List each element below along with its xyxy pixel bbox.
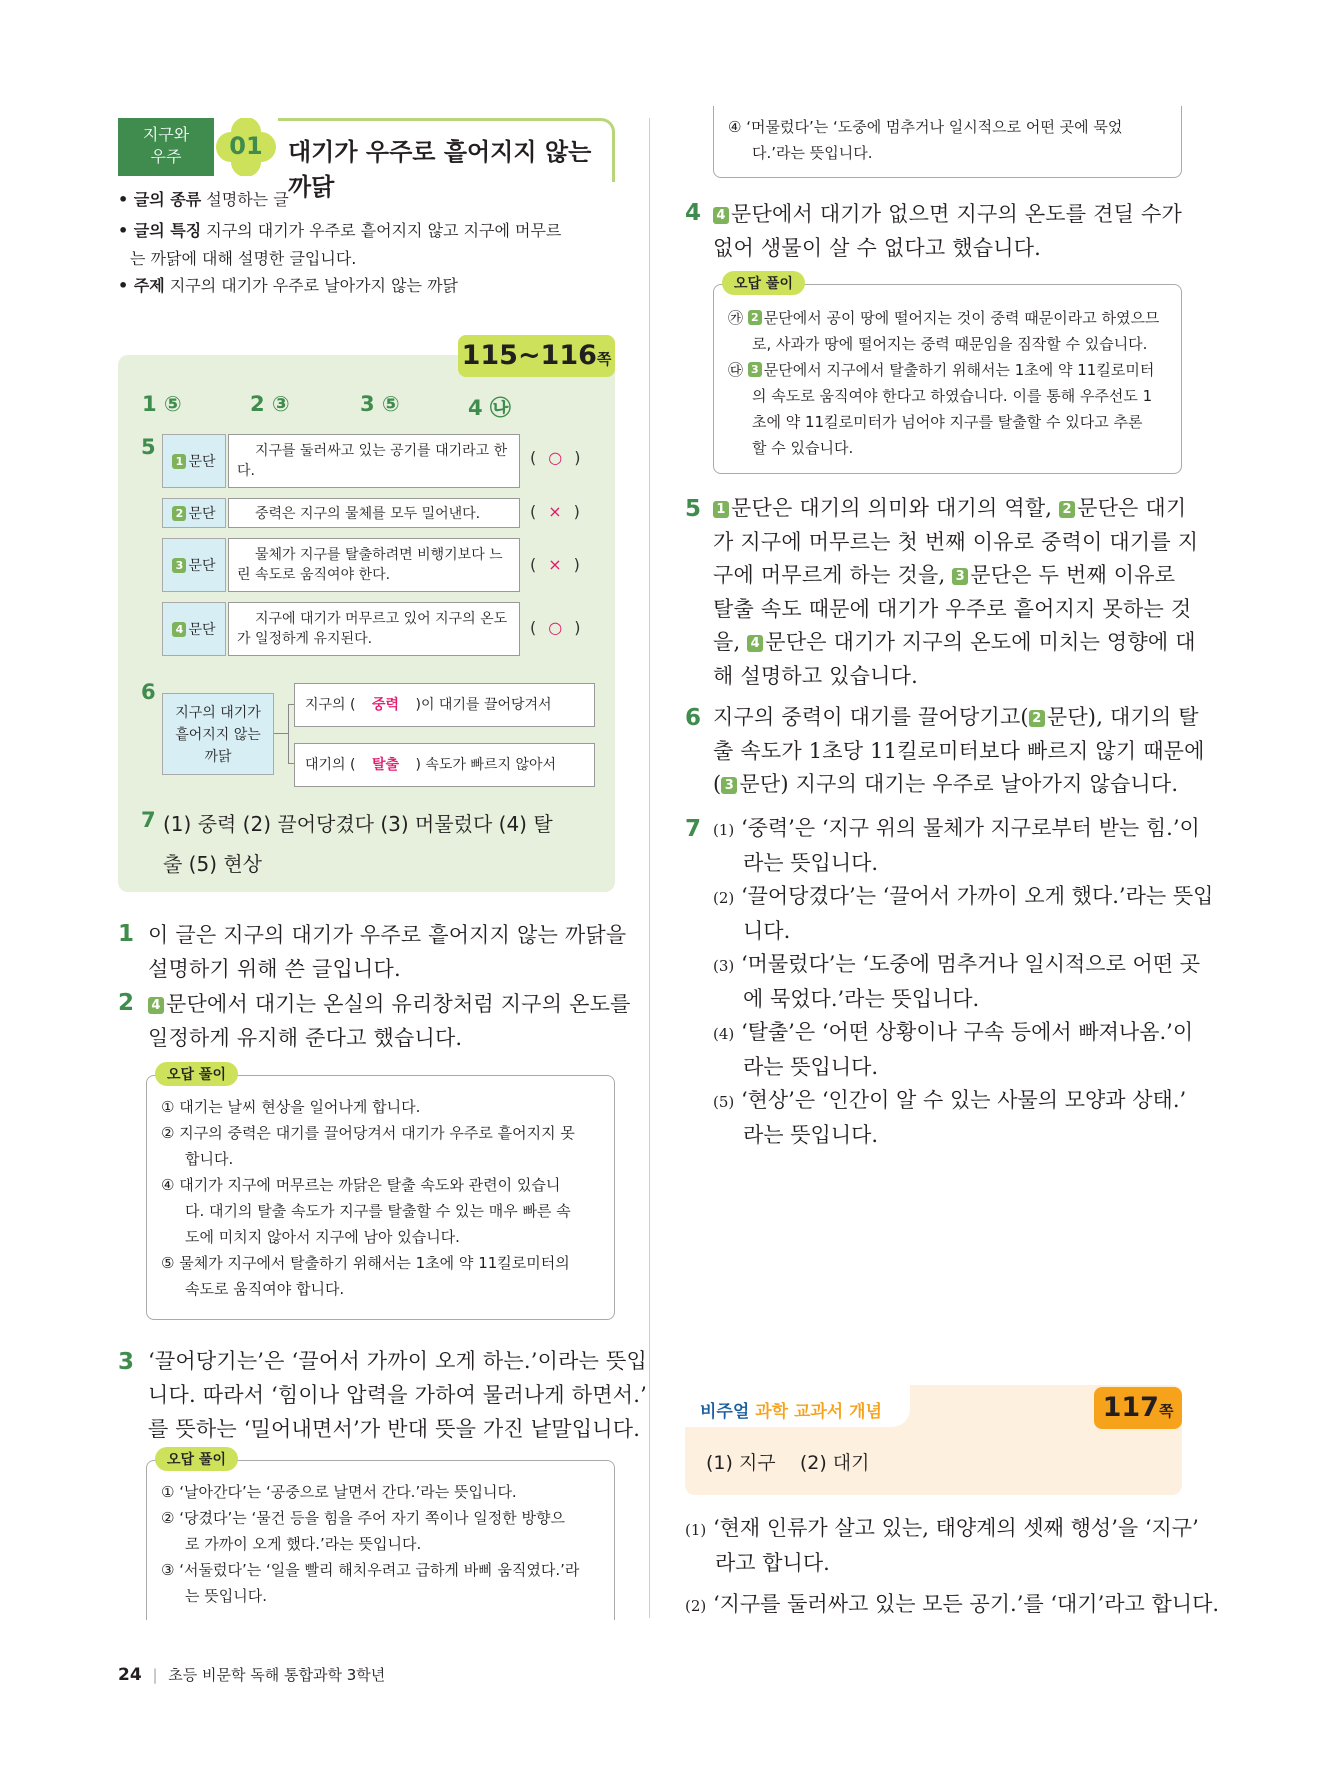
answer-7-number: 7 [141,808,156,832]
answer-7-line-1: (1) 중력 (2) 끌어당겼다 (3) 머물렀다 (4) 탈 [163,812,553,836]
q7-item-1: (1) ‘중력’은 ‘지구 위의 물체가 지구로부터 받는 힘.’이 라는 뜻입니다. [713,816,1200,875]
q5-statement: 중력은 지구의 물체를 모두 밀어낸다. [228,498,520,528]
q4-wrong-answer-box [713,276,1182,474]
answer-7-line-2: 출 (5) 현상 [163,852,263,876]
paragraph-chip: 2 문단 [162,498,226,528]
page-footer: 24 | 초등 비문학 독해 통합과학 3학년 [118,1665,386,1685]
q5-row-1 [162,434,520,488]
q6-text: 지구의 중력이 대기를 끌어당기고( 2 문단), 대기의 탈 출 속도가 1초당 11킬로미터보다 빠르지 않기 때문에 ( 3 문단) 지구의 대기는 우주로 날아가지 않습니다. [713,705,1205,796]
book-title: 초등 비문학 독해 통합과학 3학년 [168,1666,386,1684]
q6-reason-2: 대기의 ( 탈출 ) 속도가 빠르지 않아서 [294,743,595,787]
answer-4: 4 ㉯ [468,396,511,420]
visual-explain-2: (2) ‘지구를 둘러싸고 있는 모든 공기.’를 ‘대기’라고 합니다. [685,1592,1220,1616]
q5-statement: 지구에 대기가 머무르고 있어 지구의 온도가 일정하게 유지된다. [228,602,520,656]
q2-number: 2 [118,990,135,1016]
q7-list [713,812,1213,1152]
q2-text: 4 문단에서 대기는 온실의 유리창처럼 지구의 온도를 일정하게 유지해 준다고 했습니다. [148,992,631,1050]
q3-number: 3 [118,1349,135,1375]
paragraph-chip: 1 문단 [162,434,226,488]
q5-mark-4: ( ○ ) [530,618,581,637]
q6-connector [274,733,288,734]
wrong-answer-label: 오답 풀이 [155,1447,238,1471]
wrong-answer-text: ㉮ 2 문단에서 공이 땅에 떨어지는 것이 중력 때문이라고 하였으므 로, 사과가 땅에 떨어지는 중력 때문임을 짐작할 수 있습니다. ㉰ 3 문단에서 지구에서 탈출하기 위해서는 1초에 약 11킬로미터 의 속도로 움직여야 한다고 하였습니다. 이를 통해 우주선도 1 초에 약 11킬로미터가 넘어야 지구를 탈출할 수 있다고 추론 할 수 있습니다. [728,309,1160,457]
wrong-answer-label: 오답 풀이 [722,271,805,295]
visual-title: 비주얼 과학 교과서 개념 [700,1402,882,1422]
q6-number: 6 [685,705,702,731]
answer-3: 3 ⑤ [360,392,400,416]
q5-row-3 [162,538,520,592]
q5-mark-1: ( ○ ) [530,448,581,467]
category-tab: 지구와 우주 [118,118,214,176]
column-divider [649,118,650,1618]
info-topic: • 주제 지구의 대기가 우주로 날아가지 않는 까닭 [118,276,458,295]
q5-mark-2: ( × ) [530,502,580,521]
visual-page-badge: 117쪽 [1094,1387,1182,1429]
q7-item-3: (3) ‘머물렀다’는 ‘도중에 멈추거나 일시적으로 어떤 곳 에 묵었다.’라는 뜻입니다. [713,952,1201,1011]
lesson-number-badge [214,118,278,176]
info-feature: • 글의 특징 지구의 대기가 우주로 흩어지지 않고 지구에 머무르 는 까닭에 대해 설명한 글입니다. [118,221,562,268]
q4-text: 4 문단에서 대기가 없으면 지구의 온도를 견딜 수가 없어 생물이 살 수 없다고 했습니다. [713,202,1182,260]
lesson-number: 01 [229,132,263,160]
q3-text: ‘끌어당기는’은 ‘끌어서 가까이 오게 하는.’이라는 뜻입 니다. 따라서 ‘힘이나 압력을 가하여 물러나게 하면서.’ 를 뜻하는 ‘밀어내면서’가 반대 뜻을 가진 낱말입니다. [148,1349,647,1441]
q5-statement: 물체가 지구를 탈출하려면 비행기보다 느린 속도로 움직여야 한다. [228,538,520,592]
q3-wrong-answer-continued [713,106,1182,178]
lesson-title: 대기가 우주로 흩어지지 않는 까닭 [288,138,592,201]
paragraph-chip: 4 문단 [162,602,226,656]
q7-item-2: (2) ‘끌어당겼다’는 ‘끌어서 가까이 오게 했다.’라는 뜻입 니다. [713,884,1214,943]
q6-reason-1: 지구의 ( 중력 )이 대기를 끌어당겨서 [294,683,595,727]
q1-text: 이 글은 지구의 대기가 우주로 흩어지지 않는 까닭을 설명하기 위해 쓴 글입니다. [148,923,627,981]
page-number: 24 [118,1665,142,1685]
q7-item-5: (5) ‘현상’은 ‘인간이 알 수 있는 사물의 모양과 상태.’ 라는 뜻입니다. [713,1088,1187,1147]
q5-mark-3: ( × ) [530,555,580,574]
q7-number: 7 [685,816,702,842]
visual-answers: (1) 지구 (2) 대기 [706,1452,870,1474]
q3-wrong-answer-box [146,1452,615,1620]
q5-row-4 [162,602,520,656]
answer-page-badge: 115~116쪽 [458,335,615,377]
q4-number: 4 [685,200,702,226]
q1-number: 1 [118,921,135,947]
answer-2: 2 ③ [250,392,290,416]
wrong-answer-label: 오답 풀이 [155,1062,238,1086]
wrong-answer-text: ④ ‘머물렀다’는 ‘도중에 멈추거나 일시적으로 어떤 곳에 묵었 다.’라는 뜻입니다. [728,118,1123,162]
answer-6-number: 6 [141,680,156,704]
q2-wrong-answer-box [146,1067,615,1320]
paragraph-chip: 3 문단 [162,538,226,592]
visual-explain [685,1512,1219,1623]
answer-5-number: 5 [141,435,156,459]
wrong-answer-text: ① ‘날아간다’는 ‘공중으로 날면서 간다.’라는 뜻입니다. ② ‘당겼다’는 ‘물건 등을 힘을 주어 자기 쪽이나 일정한 방향으 로 가까이 오게 했다.’라는 뜻입니다. ③ ‘서둘렀다’는 ‘일을 빨리 해치우려고 급하게 바삐 움직였다.’라 는 뜻입니다. [161,1483,580,1605]
q5-number: 5 [685,496,702,522]
q6-center-box: 지구의 대기가 흩어지지 않는 까닭 [162,693,274,775]
q5-text: 1 문단은 대기의 의미와 대기의 역할, 2 문단은 대기 가 지구에 머무르는 첫 번째 이유로 중력이 대기를 지 구에 머무르게 하는 것을, 3 문단은 두 번째 이유로 탈출 속도 때문에 대기가 우주로 흩어지지 못하는 것 을, 4 문단은 대기가 지구의 온도에 미치는 영향에 대 해 설명하고 있습니다. [713,496,1199,688]
info-genre: • 글의 종류 설명하는 글 [118,190,289,209]
visual-explain-1: (1) ‘현재 인류가 살고 있는, 태양계의 셋째 행성’을 ‘지구’ 라고 합니다. [685,1516,1199,1575]
answer-1: 1 ⑤ [142,392,182,416]
q5-row-2 [162,498,520,528]
q5-statement: 지구를 둘러싸고 있는 공기를 대기라고 한다. [228,434,520,488]
q7-item-4: (4) ‘탈출’은 ‘어떤 상황이나 구속 등에서 빠져나옴.’이 라는 뜻입니다. [713,1020,1194,1079]
wrong-answer-text: ① 대기는 날씨 현상을 일어나게 합니다. ② 지구의 중력은 대기를 끌어당겨서 대기가 우주로 흩어지지 못 합니다. ④ 대기가 지구에 머무르는 까닭은 탈출 속도와 관련이 있습니 다. 대기의 탈출 속도가 지구를 탈출할 수 있는 매우 빠른 속 도에 미치지 않아서 지구에 남아 있습니다. ⑤ 물체가 지구에서 탈출하기 위해서는 1초에 약 11킬로미터의 속도로 움직여야 합니다. [161,1098,575,1298]
